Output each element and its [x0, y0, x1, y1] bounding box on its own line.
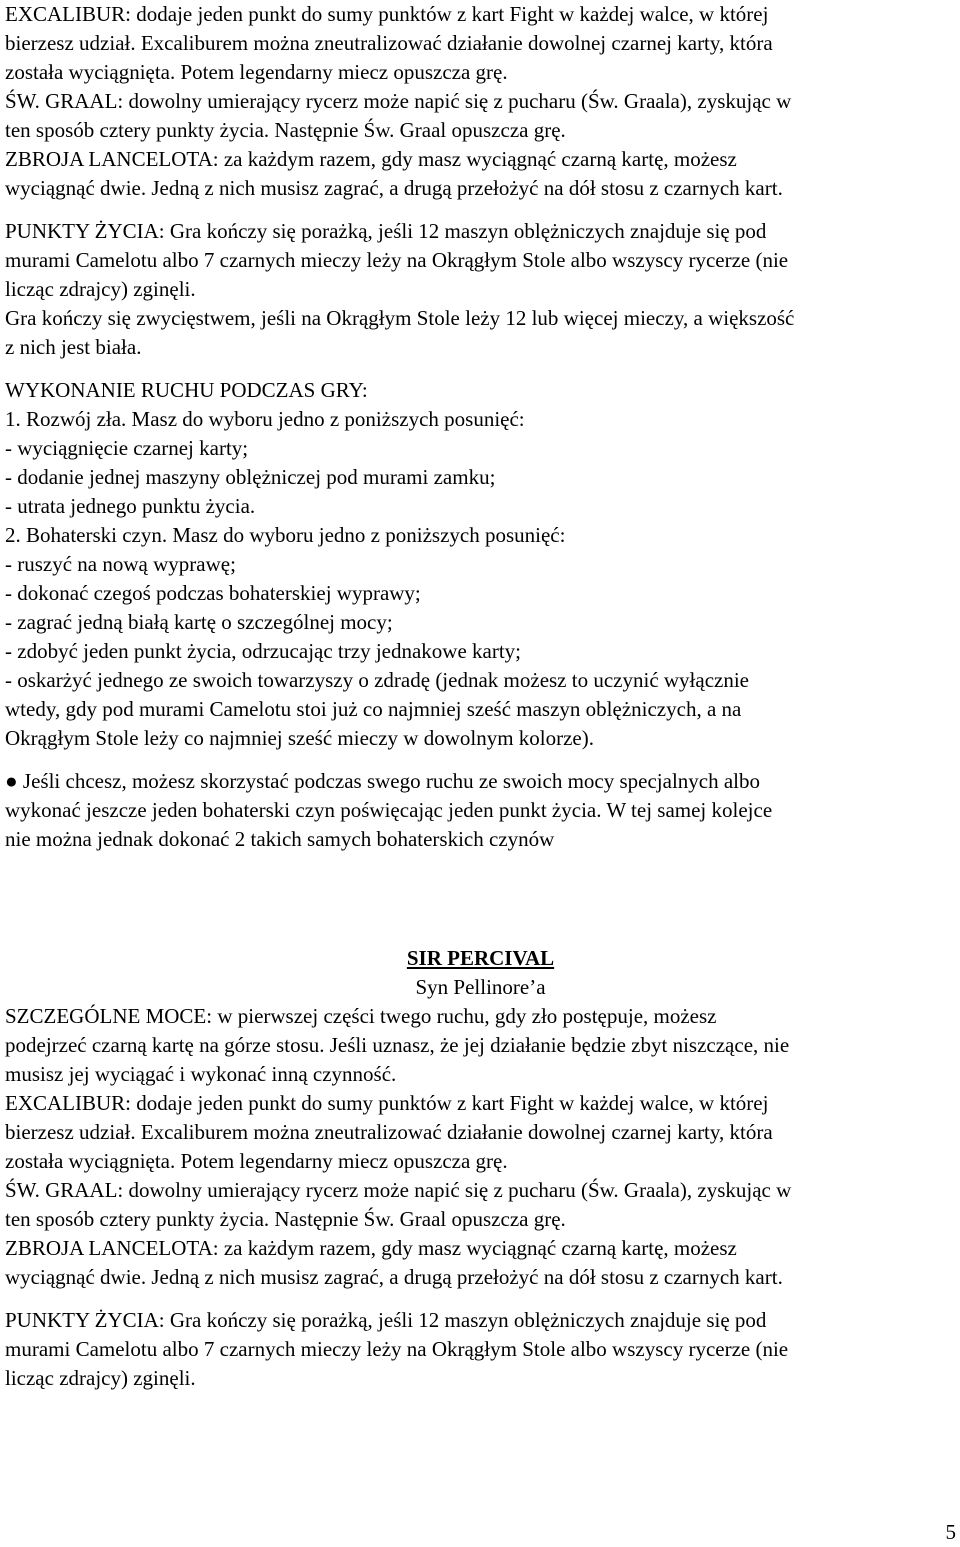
text-line: nie można jednak dokonać 2 takich samych bohaterskich czynów: [5, 827, 555, 851]
list-item: Okrągłym Stole leży co najmniej sześć mieczy w dowolnym kolorze).: [5, 726, 594, 750]
graal-paragraph: [5, 87, 956, 145]
excalibur-paragraph: [5, 1089, 956, 1176]
text-line: bierzesz udział. Excaliburem można zneutralizować działanie dowolnej czarnej karty, która: [5, 31, 773, 55]
page-number: 5: [945, 1520, 956, 1544]
paragraph-spacer: [5, 753, 956, 767]
list-item: - zdobyć jeden punkt życia, odrzucając trzy jednakowe karty;: [5, 639, 522, 663]
list-item: wtedy, gdy pod murami Camelotu stoi już co najmniej sześć maszyn oblężniczych, a na: [5, 697, 742, 721]
turn-heading: WYKONANIE RUCHU PODCZAS GRY:: [5, 378, 368, 402]
graal-paragraph: [5, 1176, 956, 1234]
special-note-paragraph: [5, 767, 956, 854]
character-subtitle: Syn Pellinore’a: [415, 975, 546, 999]
text-line: bierzesz udział. Excaliburem można zneutralizować działanie dowolnej czarnej karty, która: [5, 1120, 773, 1144]
text-line: PUNKTY ŻYCIA: Gra kończy się porażką, jeśli 12 maszyn oblężniczych znajduje się pod: [5, 1308, 767, 1332]
text-line: musisz jej wyciągać i wykonać inną czynność.: [5, 1062, 397, 1086]
list-item: - ruszyć na nową wyprawę;: [5, 552, 236, 576]
list-item: - wyciągnięcie czarnej karty;: [5, 436, 249, 460]
text-line: EXCALIBUR: dodaje jeden punkt do sumy punktów z kart Fight w każdej walce, w której: [5, 2, 769, 26]
text-line: SZCZEGÓLNE MOCE: w pierwszej części twego ruchu, gdy zło postępuje, możesz: [5, 1004, 717, 1028]
excalibur-paragraph: [5, 0, 956, 87]
text-line: wyciągnąć dwie. Jedną z nich musisz zagrać, a drugą przełożyć na dół stosu z czarnych kart.: [5, 1265, 783, 1289]
zbroja-paragraph: [5, 1234, 956, 1292]
text-line: ZBROJA LANCELOTA: za każdym razem, gdy masz wyciągnąć czarną kartę, możesz: [5, 1236, 737, 1260]
paragraph-spacer: [5, 1292, 956, 1306]
text-line: ten sposób cztery punkty życia. Następnie Św. Graal opuszcza grę.: [5, 118, 566, 142]
text-line: ten sposób cztery punkty życia. Następnie Św. Graal opuszcza grę.: [5, 1207, 566, 1231]
list-item: - dodanie jednej maszyny oblężniczej pod murami zamku;: [5, 465, 496, 489]
character-name-heading: SIR PERCIVAL: [406, 946, 555, 970]
text-line: została wyciągnięta. Potem legendarny miecz opuszcza grę.: [5, 1149, 508, 1173]
text-line: murami Camelotu albo 7 czarnych mieczy leży na Okrągłym Stole albo wszyscy rycerze (nie: [5, 248, 789, 272]
list-item: - zagrać jedną białą kartę o szczególnej mocy;: [5, 610, 393, 634]
text-line: ZBROJA LANCELOTA: za każdym razem, gdy masz wyciągnąć czarną kartę, możesz: [5, 147, 737, 171]
heroic-deed-list: [5, 521, 956, 753]
text-line: wykonać jeszcze jeden bohaterski czyn poświęcając jeden punkt życia. W tej samej kolejce: [5, 798, 773, 822]
text-line: ŚW. GRAAL: dowolny umierający rycerz może napić się z pucharu (Św. Graala), zyskując w: [5, 89, 792, 113]
text-line: murami Camelotu albo 7 czarnych mieczy leży na Okrągłym Stole albo wszyscy rycerze (nie: [5, 1337, 789, 1361]
list-item: - dokonać czegoś podczas bohaterskiej wyprawy;: [5, 581, 421, 605]
evil-phase-list: [5, 405, 956, 521]
special-powers-paragraph: [5, 1002, 956, 1089]
text-line: licząc zdrajcy) zginęli.: [5, 277, 196, 301]
paragraph-spacer: [5, 362, 956, 376]
list-item: - utrata jednego punktu życia.: [5, 494, 256, 518]
text-line: Gra kończy się zwycięstwem, jeśli na Okrągłym Stole leży 12 lub więcej mieczy, a większość: [5, 306, 795, 330]
text-line: EXCALIBUR: dodaje jeden punkt do sumy punktów z kart Fight w każdej walce, w której: [5, 1091, 769, 1115]
text-line: PUNKTY ŻYCIA: Gra kończy się porażką, jeśli 12 maszyn oblężniczych znajduje się pod: [5, 219, 767, 243]
life-points-paragraph: [5, 1306, 956, 1393]
list-item: 1. Rozwój zła. Masz do wyboru jedno z poniższych posunięć:: [5, 407, 525, 431]
text-line: podejrzeć czarną kartę na górze stosu. Jeśli uznasz, że jej działanie będzie zbyt niszczące, nie: [5, 1033, 790, 1057]
victory-paragraph: [5, 304, 956, 362]
text-line: została wyciągnięta. Potem legendarny miecz opuszcza grę.: [5, 60, 508, 84]
section-spacer: [5, 854, 956, 944]
text-line: ● Jeśli chcesz, możesz skorzystać podczas swego ruchu ze swoich mocy specjalnych albo: [5, 769, 761, 793]
list-item: - oskarżyć jednego ze swoich towarzyszy o zdradę (jednak możesz to uczynić wyłącznie: [5, 668, 750, 692]
zbroja-paragraph: [5, 145, 956, 203]
text-line: licząc zdrajcy) zginęli.: [5, 1366, 196, 1390]
life-points-paragraph: [5, 217, 956, 304]
text-line: z nich jest biała.: [5, 335, 142, 359]
paragraph-spacer: [5, 203, 956, 217]
text-line: ŚW. GRAAL: dowolny umierający rycerz może napić się z pucharu (Św. Graala), zyskując w: [5, 1178, 792, 1202]
text-line: wyciągnąć dwie. Jedną z nich musisz zagrać, a drugą przełożyć na dół stosu z czarnych kart.: [5, 176, 783, 200]
list-item: 2. Bohaterski czyn. Masz do wyboru jedno z poniższych posunięć:: [5, 523, 566, 547]
